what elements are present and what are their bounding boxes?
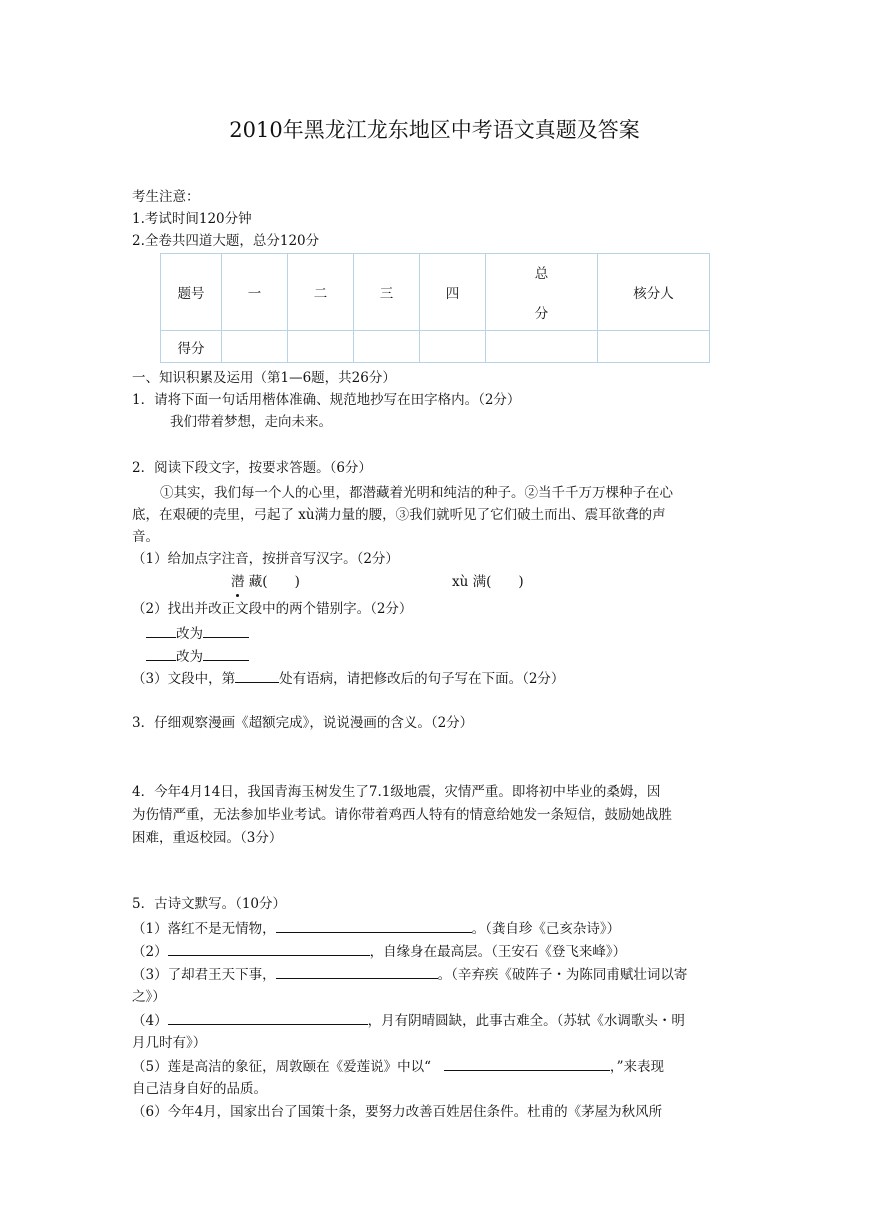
q2-paragraph-line-3: 音。 xyxy=(132,529,159,545)
q5-1-suffix: 。（龚自珍《己亥杂诗》） xyxy=(471,921,621,937)
score-cell xyxy=(420,331,486,363)
q5-item-4-cont: 月几时有》） xyxy=(132,1035,207,1051)
header-cell-checker: 核分人 xyxy=(598,254,710,331)
q5-4-prefix: （4） xyxy=(132,1013,168,1029)
score-row-label: 得分 xyxy=(161,331,222,363)
q5-2-suffix: ，自缘身在最高层。（王安石《登飞来峰》） xyxy=(369,944,627,960)
q5-item-4 xyxy=(132,1009,685,1032)
q5-2-prefix: （2） xyxy=(132,944,168,960)
notice-item-1: 1.考试时间120分钟 xyxy=(132,211,252,227)
poem-blank[interactable] xyxy=(276,963,438,979)
wrong-char-blank[interactable] xyxy=(146,622,176,638)
q5-item-6: （6）今年4月，国家出台了国策十条，要努力改善百姓居住条件。杜甫的《茅屋为秋风所 xyxy=(132,1104,663,1120)
q5-item-5 xyxy=(132,1055,664,1078)
section-1-heading: 一、知识积累及运用（第1—6题，共26分） xyxy=(132,370,396,386)
score-table xyxy=(160,253,710,363)
q2-sub-1-blanks-b xyxy=(452,571,524,593)
q2-sub-1: （1）给加点字注音，按拼音写汉字。（2分） xyxy=(132,551,399,567)
score-cell xyxy=(598,331,710,363)
score-cell xyxy=(222,331,288,363)
poem-blank[interactable] xyxy=(276,917,472,933)
q4-line-2: 为伤情严重，无法参加毕业考试。请你带着鸡西人特有的情意给她发一条短信，鼓励她战胜 xyxy=(132,807,672,823)
wrong-char-blank[interactable] xyxy=(146,645,176,661)
header-cell-total xyxy=(486,254,598,331)
gai-wei-label: 改为 xyxy=(176,649,203,665)
q5-item-5-cont: 自己洁身自好的品质。 xyxy=(132,1081,267,1097)
q4-line-1: 4．今年4月14日，我国青海玉树发生了7.1级地震，灾情严重。即将初中毕业的桑姆，因 xyxy=(132,784,661,800)
score-table-score-row xyxy=(161,331,710,363)
char-cang: 藏 xyxy=(248,574,263,590)
q2-paragraph-line-2: 底，在艰硬的壳里，弓起了 xù满力量的腰，③我们就听见了它们破土而出、震耳欲聋的声 xyxy=(132,507,666,523)
pinyin-xu: xù 满 xyxy=(452,574,487,590)
q2-stem: 2．阅读下段文字，按要求答题。（6分） xyxy=(132,460,372,476)
q2-sub-2: （2）找出并改正文段中的两个错别字。（2分） xyxy=(132,601,413,617)
header-cell-4: 四 xyxy=(420,254,486,331)
score-table-header-row xyxy=(161,254,710,331)
score-cell xyxy=(288,331,354,363)
q5-item-3-cont: 之》） xyxy=(132,989,166,1005)
sentence-number-blank[interactable] xyxy=(235,667,279,683)
q1-stem: 1．请将下面一句话用楷体准确、规范地抄写在田字格内。（2分） xyxy=(132,392,521,408)
header-cell-number: 题号 xyxy=(161,254,222,331)
dotted-char-qian: 潜 xyxy=(231,571,245,593)
pinyin-paren-1: ( ) xyxy=(262,574,300,590)
notice-heading: 考生注意： xyxy=(132,189,200,205)
q1-sentence: 我们带着梦想，走向未来。 xyxy=(170,414,332,430)
q5-item-3 xyxy=(132,963,687,986)
q5-item-2 xyxy=(132,940,626,963)
header-cell-2: 二 xyxy=(288,254,354,331)
document-title: 2010年黑龙江龙东地区中考语文真题及答案 xyxy=(229,118,640,142)
gai-wei-label: 改为 xyxy=(176,626,203,642)
q2-sub-3 xyxy=(132,667,564,690)
q2-paragraph-line-1: ①其实，我们每一个人的心里，都潜藏着光明和纯洁的种子。②当千千万万棵种子在心 xyxy=(160,485,673,501)
q5-item-1 xyxy=(132,917,620,940)
correct-char-blank[interactable] xyxy=(203,622,249,638)
q2-correction-line-1 xyxy=(146,622,249,645)
header-cell-1: 一 xyxy=(222,254,288,331)
q5-3-suffix: 。（辛弃疾《破阵子・为陈同甫赋壮词以寄 xyxy=(437,967,688,983)
q5-5-prefix: （5）莲是高洁的象征，周敦颐在《爱莲说》中以“ xyxy=(132,1059,431,1075)
score-cell xyxy=(354,331,420,363)
score-cell xyxy=(486,331,598,363)
q5-5-suffix: ，”来表现 xyxy=(609,1059,665,1075)
q3-stem: 3．仔细观察漫画《超额完成》，说说漫画的含义。（2分） xyxy=(132,715,474,731)
notice-item-2: 2.全卷共四道大题，总分120分 xyxy=(132,233,320,249)
poem-blank[interactable] xyxy=(168,1009,368,1025)
pinyin-paren-2: ( ) xyxy=(486,574,524,590)
q5-4-suffix: ，月有阴晴圆缺，此事古难全。（苏轼《水调歌头・明 xyxy=(367,1013,685,1029)
header-cell-3: 三 xyxy=(354,254,420,331)
poem-blank[interactable] xyxy=(444,1055,610,1071)
q5-3-prefix: （3）了却君王天下事， xyxy=(132,967,276,983)
q2-sub-3-prefix: （3）文段中，第 xyxy=(132,671,236,687)
q2-correction-line-2 xyxy=(146,645,249,668)
poem-blank[interactable] xyxy=(168,940,370,956)
q2-sub-3-suffix: 处有语病，请把修改后的句子写在下面。（2分） xyxy=(279,671,565,687)
header-total-char-1: 总 xyxy=(534,266,549,282)
q4-line-3: 困难，重返校园。（3分） xyxy=(132,830,283,846)
header-total-char-2: 分 xyxy=(534,306,549,322)
correct-char-blank[interactable] xyxy=(203,645,249,661)
q5-1-prefix: （1）落红不是无情物， xyxy=(132,921,276,937)
q5-stem: 5．古诗文默写。（10分） xyxy=(132,896,287,912)
q2-sub-1-blanks-a xyxy=(231,571,300,593)
